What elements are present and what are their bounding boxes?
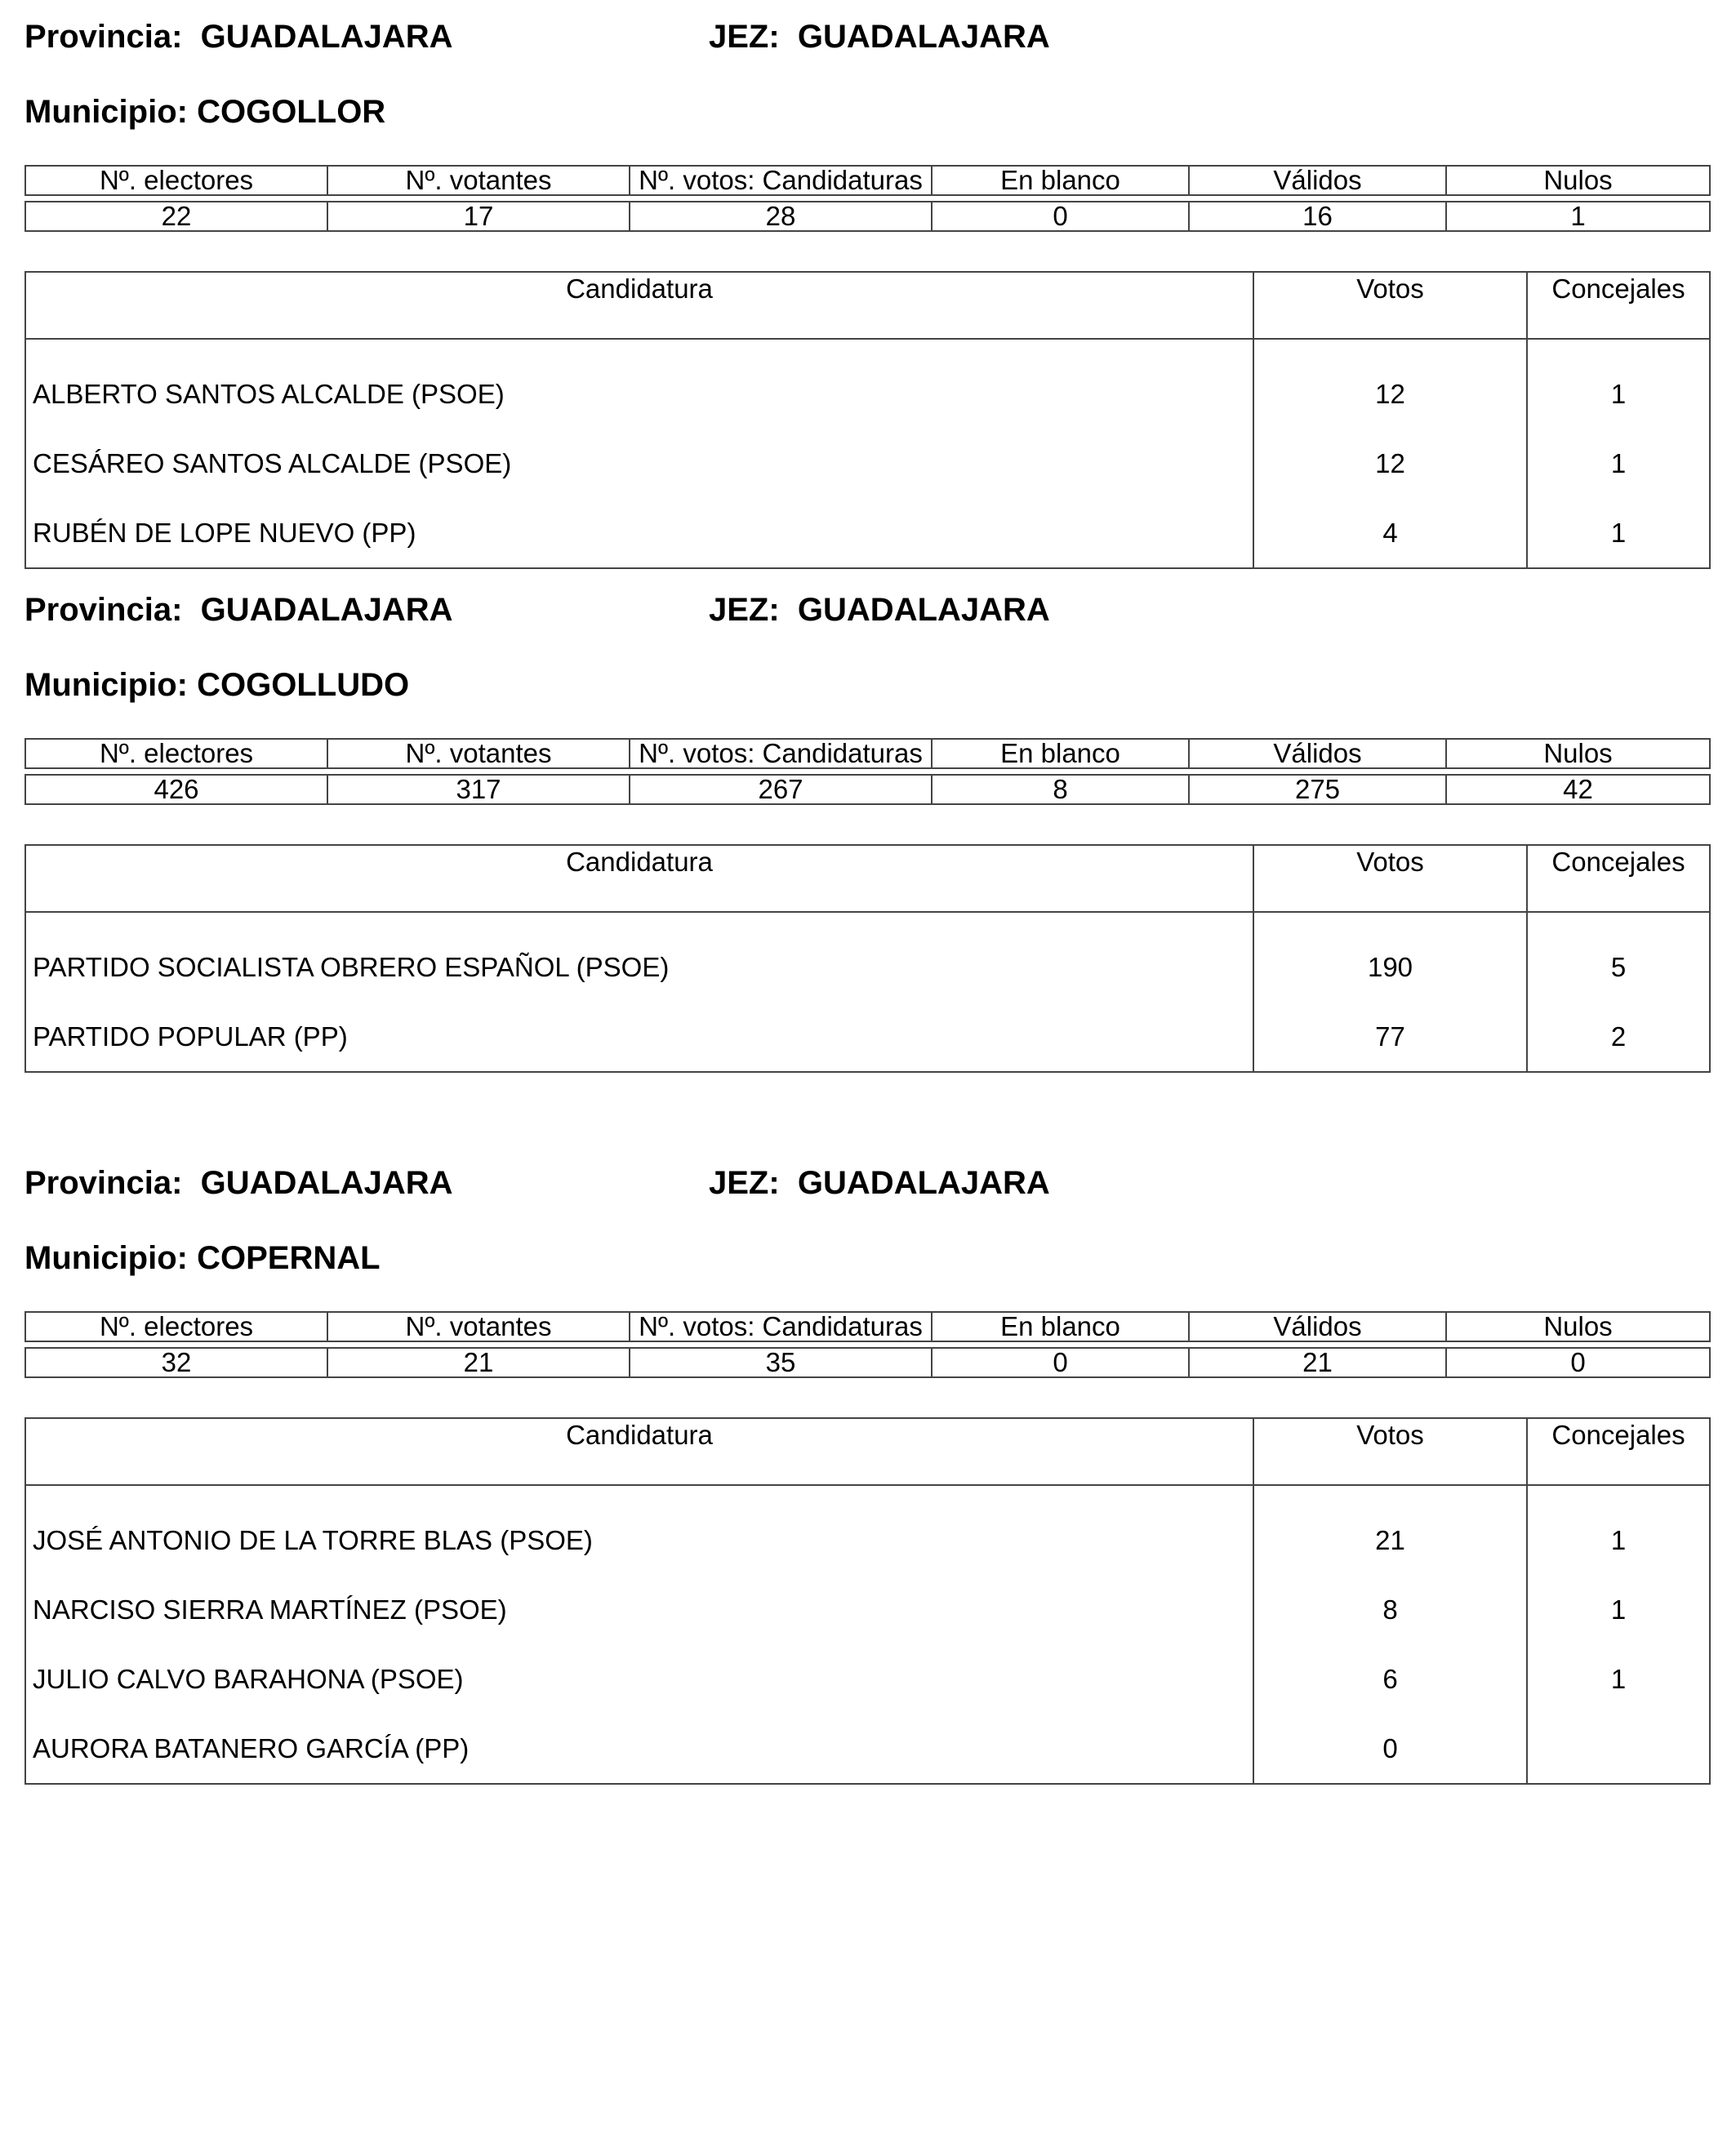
candidate-votes: 77: [1253, 1002, 1527, 1072]
stats-value-electores: 22: [25, 202, 327, 231]
stats-value-votantes: 317: [327, 775, 630, 804]
candidate-row: [25, 1575, 1710, 1644]
candidate-row: [25, 339, 1710, 429]
stats-header-table: [24, 1311, 1711, 1342]
stats-value-nulos: 0: [1446, 1348, 1710, 1377]
municipio-label: Municipio:: [24, 94, 188, 130]
stats-value-nulos: 1: [1446, 202, 1710, 231]
municipio-line: [24, 660, 409, 709]
stats-header-votos-candidaturas: Nº. votos: Candidaturas: [630, 739, 932, 768]
stats-value-validos: 275: [1189, 775, 1446, 804]
municipio-value: COPERNAL: [197, 1240, 381, 1276]
stats-value-nulos: 42: [1446, 775, 1710, 804]
candidates-header-row: [25, 845, 1710, 912]
stats-header-en-blanco: En blanco: [932, 739, 1189, 768]
candidate-name: JULIO CALVO BARAHONA (PSOE): [25, 1644, 1253, 1714]
jez-line: [709, 1158, 1050, 1207]
stats-value-votos-candidaturas: 267: [630, 775, 932, 804]
candidate-name: CESÁREO SANTOS ALCALDE (PSOE): [25, 429, 1253, 498]
stats-header-nulos: Nulos: [1446, 166, 1710, 195]
provincia-label: Provincia:: [24, 19, 183, 55]
stats-header-votos-candidaturas: Nº. votos: Candidaturas: [630, 1312, 932, 1341]
concejales-header: Concejales: [1527, 272, 1710, 339]
stats-value-table: [24, 201, 1711, 232]
provincia-line: [24, 1158, 1050, 1207]
votos-header: Votos: [1253, 845, 1527, 912]
provincia-value: GUADALAJARA: [200, 592, 453, 628]
provincia-label: Provincia:: [24, 1165, 183, 1201]
jez-label: JEZ:: [709, 592, 780, 628]
candidate-name: PARTIDO POPULAR (PP): [25, 1002, 1253, 1072]
stats-value-row: [25, 1348, 1710, 1377]
candidate-name: ALBERTO SANTOS ALCALDE (PSOE): [25, 339, 1253, 429]
jez-value: GUADALAJARA: [797, 19, 1050, 55]
jez-value: GUADALAJARA: [797, 1165, 1050, 1201]
stats-value-table: [24, 774, 1711, 805]
municipio-value: COGOLLOR: [197, 94, 386, 130]
candidate-name: AURORA BATANERO GARCÍA (PP): [25, 1714, 1253, 1784]
stats-header-votantes: Nº. votantes: [327, 1312, 630, 1341]
jez-value: GUADALAJARA: [797, 592, 1050, 628]
candidate-row: [25, 1714, 1710, 1784]
stats-header-nulos: Nulos: [1446, 1312, 1710, 1341]
votos-header: Votos: [1253, 1418, 1527, 1485]
candidate-name: NARCISO SIERRA MARTÍNEZ (PSOE): [25, 1575, 1253, 1644]
concejales-header: Concejales: [1527, 1418, 1710, 1485]
candidate-row: [25, 1644, 1710, 1714]
candidate-name: RUBÉN DE LOPE NUEVO (PP): [25, 498, 1253, 568]
stats-header-electores: Nº. electores: [25, 166, 327, 195]
municipio-line: [24, 87, 385, 136]
municipio-label: Municipio:: [24, 1240, 188, 1276]
candidates-header-row: [25, 272, 1710, 339]
stats-header-votantes: Nº. votantes: [327, 739, 630, 768]
stats-header-validos: Válidos: [1189, 739, 1446, 768]
candidate-concejales: 1: [1527, 1485, 1710, 1575]
stats-header-table: [24, 165, 1711, 196]
candidate-concejales: 1: [1527, 339, 1710, 429]
candidates-table: [24, 844, 1711, 1073]
candidate-row: [25, 912, 1710, 1002]
candidates-table: [24, 1417, 1711, 1785]
jez-label: JEZ:: [709, 1165, 780, 1201]
jez-line: [709, 585, 1050, 634]
provincia-value: GUADALAJARA: [200, 1165, 453, 1201]
candidate-votes: 21: [1253, 1485, 1527, 1575]
candidates-table: [24, 271, 1711, 569]
candidate-concejales: 2: [1527, 1002, 1710, 1072]
stats-value-votantes: 21: [327, 1348, 630, 1377]
municipio-line: [24, 1234, 381, 1283]
candidate-concejales: 1: [1527, 1644, 1710, 1714]
stats-header-validos: Válidos: [1189, 166, 1446, 195]
candidate-concejales: 1: [1527, 498, 1710, 568]
stats-value-row: [25, 202, 1710, 231]
candidate-row: [25, 498, 1710, 568]
concejales-header: Concejales: [1527, 845, 1710, 912]
candidate-votes: 8: [1253, 1575, 1527, 1644]
stats-value-electores: 426: [25, 775, 327, 804]
candidate-concejales: 5: [1527, 912, 1710, 1002]
candidate-concejales: 1: [1527, 1575, 1710, 1644]
stats-header-validos: Válidos: [1189, 1312, 1446, 1341]
votos-header: Votos: [1253, 272, 1527, 339]
candidate-votes: 12: [1253, 429, 1527, 498]
municipio-label: Municipio:: [24, 667, 188, 703]
candidate-name: PARTIDO SOCIALISTA OBRERO ESPAÑOL (PSOE): [25, 912, 1253, 1002]
provincia-value: GUADALAJARA: [200, 19, 453, 55]
candidates-header-row: [25, 1418, 1710, 1485]
stats-header-en-blanco: En blanco: [932, 166, 1189, 195]
candidate-votes: 4: [1253, 498, 1527, 568]
stats-value-en-blanco: 8: [932, 775, 1189, 804]
candidate-votes: 12: [1253, 339, 1527, 429]
provincia-line: [24, 12, 1050, 61]
stats-value-en-blanco: 0: [932, 1348, 1189, 1377]
stats-value-table: [24, 1347, 1711, 1378]
provincia-line: [24, 585, 1050, 634]
stats-header-row: [25, 1312, 1710, 1341]
stats-value-votos-candidaturas: 35: [630, 1348, 932, 1377]
candidate-votes: 6: [1253, 1644, 1527, 1714]
provincia-label: Provincia:: [24, 592, 183, 628]
candidatura-header: Candidatura: [25, 272, 1253, 339]
stats-header-votantes: Nº. votantes: [327, 166, 630, 195]
stats-header-row: [25, 166, 1710, 195]
candidate-row: [25, 1002, 1710, 1072]
candidate-name: JOSÉ ANTONIO DE LA TORRE BLAS (PSOE): [25, 1485, 1253, 1575]
candidatura-header: Candidatura: [25, 1418, 1253, 1485]
stats-value-en-blanco: 0: [932, 202, 1189, 231]
stats-header-row: [25, 739, 1710, 768]
stats-header-electores: Nº. electores: [25, 739, 327, 768]
stats-header-table: [24, 738, 1711, 769]
candidate-concejales: [1527, 1714, 1710, 1784]
stats-header-votos-candidaturas: Nº. votos: Candidaturas: [630, 166, 932, 195]
municipio-value: COGOLLUDO: [197, 667, 410, 703]
stats-value-votantes: 17: [327, 202, 630, 231]
candidate-concejales: 1: [1527, 429, 1710, 498]
stats-value-electores: 32: [25, 1348, 327, 1377]
stats-value-validos: 16: [1189, 202, 1446, 231]
jez-line: [709, 12, 1050, 61]
candidate-row: [25, 429, 1710, 498]
jez-label: JEZ:: [709, 19, 780, 55]
stats-header-en-blanco: En blanco: [932, 1312, 1189, 1341]
stats-header-electores: Nº. electores: [25, 1312, 327, 1341]
stats-header-nulos: Nulos: [1446, 739, 1710, 768]
candidate-row: [25, 1485, 1710, 1575]
candidate-votes: 190: [1253, 912, 1527, 1002]
stats-value-validos: 21: [1189, 1348, 1446, 1377]
candidatura-header: Candidatura: [25, 845, 1253, 912]
candidate-votes: 0: [1253, 1714, 1527, 1784]
stats-value-votos-candidaturas: 28: [630, 202, 932, 231]
stats-value-row: [25, 775, 1710, 804]
